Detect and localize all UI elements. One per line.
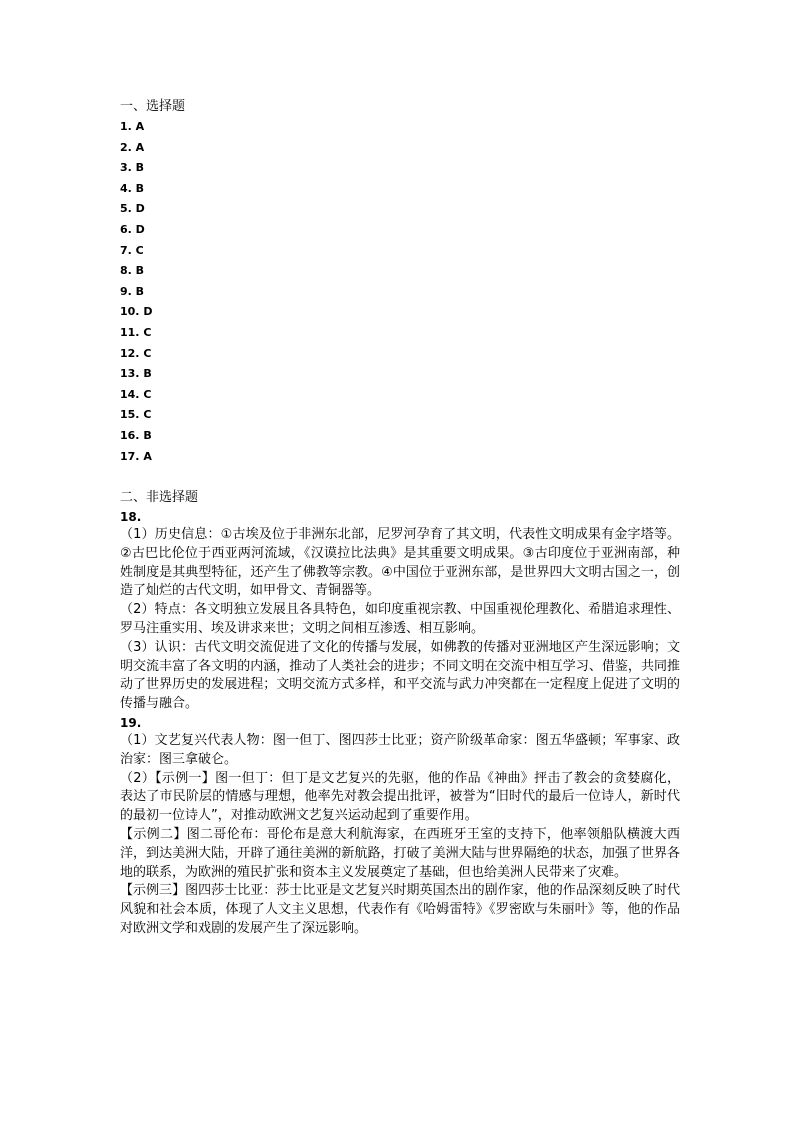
answer-item: 17. A <box>120 449 152 463</box>
answer-item: 10. D <box>120 305 153 319</box>
answer-item: 12. C <box>120 346 152 360</box>
answer-item: 13. B <box>120 367 152 381</box>
q19-example3: 【示例三】图四莎士比亚：莎士比亚是文艺复兴时期英国杰出的剧作家，他的作品深刻反映了时代风貌和社会本质，体现了人文主义思想，代表作有《哈姆雷特》《罗密欧与朱丽叶》等，他的作品对欧洲文学和戏剧的发展产生了深远影响。 <box>120 883 680 937</box>
q19-part2: （2）【示例一】图一但丁：但丁是文艺复兴的先驱，他的作品《神曲》抨击了教会的贪婪腐化，表达了市民阶层的情感与理想，他率先对教会提出批评，被誉为“旧时代的最后一位诗人，新时代的最初一位诗人”，对推动欧洲文艺复兴运动起到了重要作用。 <box>120 770 680 824</box>
q18-part1: （1）历史信息：①古埃及位于非洲东北部，尼罗河孕育了其文明，代表性文明成果有金字塔等。②古巴比伦位于西亚两河流域，《汉谟拉比法典》是其重要文明成果。③古印度位于亚洲南部，种姓制度是其典型特征，还产生了佛教等宗教。④中国位于亚洲东部，是世界四大文明古国之一，创造了灿烂的古代文明，如甲骨文、青铜器等。 <box>120 527 680 599</box>
q19-part1: （1）文艺复兴代表人物：图一但丁、图四莎士比亚；资产阶级革命家：图五华盛顿；军事家、政治家：图三拿破仑。 <box>120 733 680 767</box>
answer-item: 7. C <box>120 243 144 257</box>
answer-item: 2. A <box>120 140 145 154</box>
choice-answer-list <box>120 117 680 467</box>
answer-item: 1. A <box>120 120 145 133</box>
section-spacer <box>120 467 680 488</box>
q18-part3: （3）认识：古代文明交流促进了文化的传播与发展，如佛教的传播对亚洲地区产生深远影响；文明交流丰富了各文明的内涵，推动了人类社会的进步；不同文明在交流中相互学习、借鉴，共同推动了世界历史的发展进程；文明交流方式多样，和平交流与武力冲突都在一定程度上促进了文明的传播与融合。 <box>120 639 680 712</box>
answer-item: 6. D <box>120 222 145 236</box>
answer-item: 5. D <box>120 202 145 216</box>
question-18-number: 18. <box>120 510 142 525</box>
section-title-choice: 一、选择题 <box>120 99 186 114</box>
answer-item: 8. B <box>120 264 145 278</box>
answer-item: 9. B <box>120 284 145 298</box>
answer-item: 11. C <box>120 325 152 339</box>
answer-item: 14. C <box>120 387 152 401</box>
answer-document <box>120 97 680 939</box>
section-title-nonchoice: 二、非选择题 <box>120 490 199 506</box>
question-19-number: 19. <box>120 716 142 731</box>
answer-item: 15. C <box>120 408 152 422</box>
answer-item: 16. B <box>120 428 152 442</box>
q19-example2: 【示例二】图二哥伦布：哥伦布是意大利航海家，在西班牙王室的支持下，他率领船队横渡大西洋，到达美洲大陆，开辟了通往美洲的新航路，打破了美洲大陆与世界隔绝的状态，加强了世界各地的联系，为欧洲的殖民扩张和资本主义发展奠定了基础，但也给美洲人民带来了灾难。 <box>120 827 680 880</box>
answer-item: 4. B <box>120 181 145 195</box>
answer-item: 3. B <box>120 161 145 175</box>
q18-part2: （2）特点：各文明独立发展且各具特色，如印度重视宗教、中国重视伦理教化、希腊追求理性、罗马注重实用、埃及讲求来世；文明之间相互渗透、相互影响。 <box>120 602 680 637</box>
